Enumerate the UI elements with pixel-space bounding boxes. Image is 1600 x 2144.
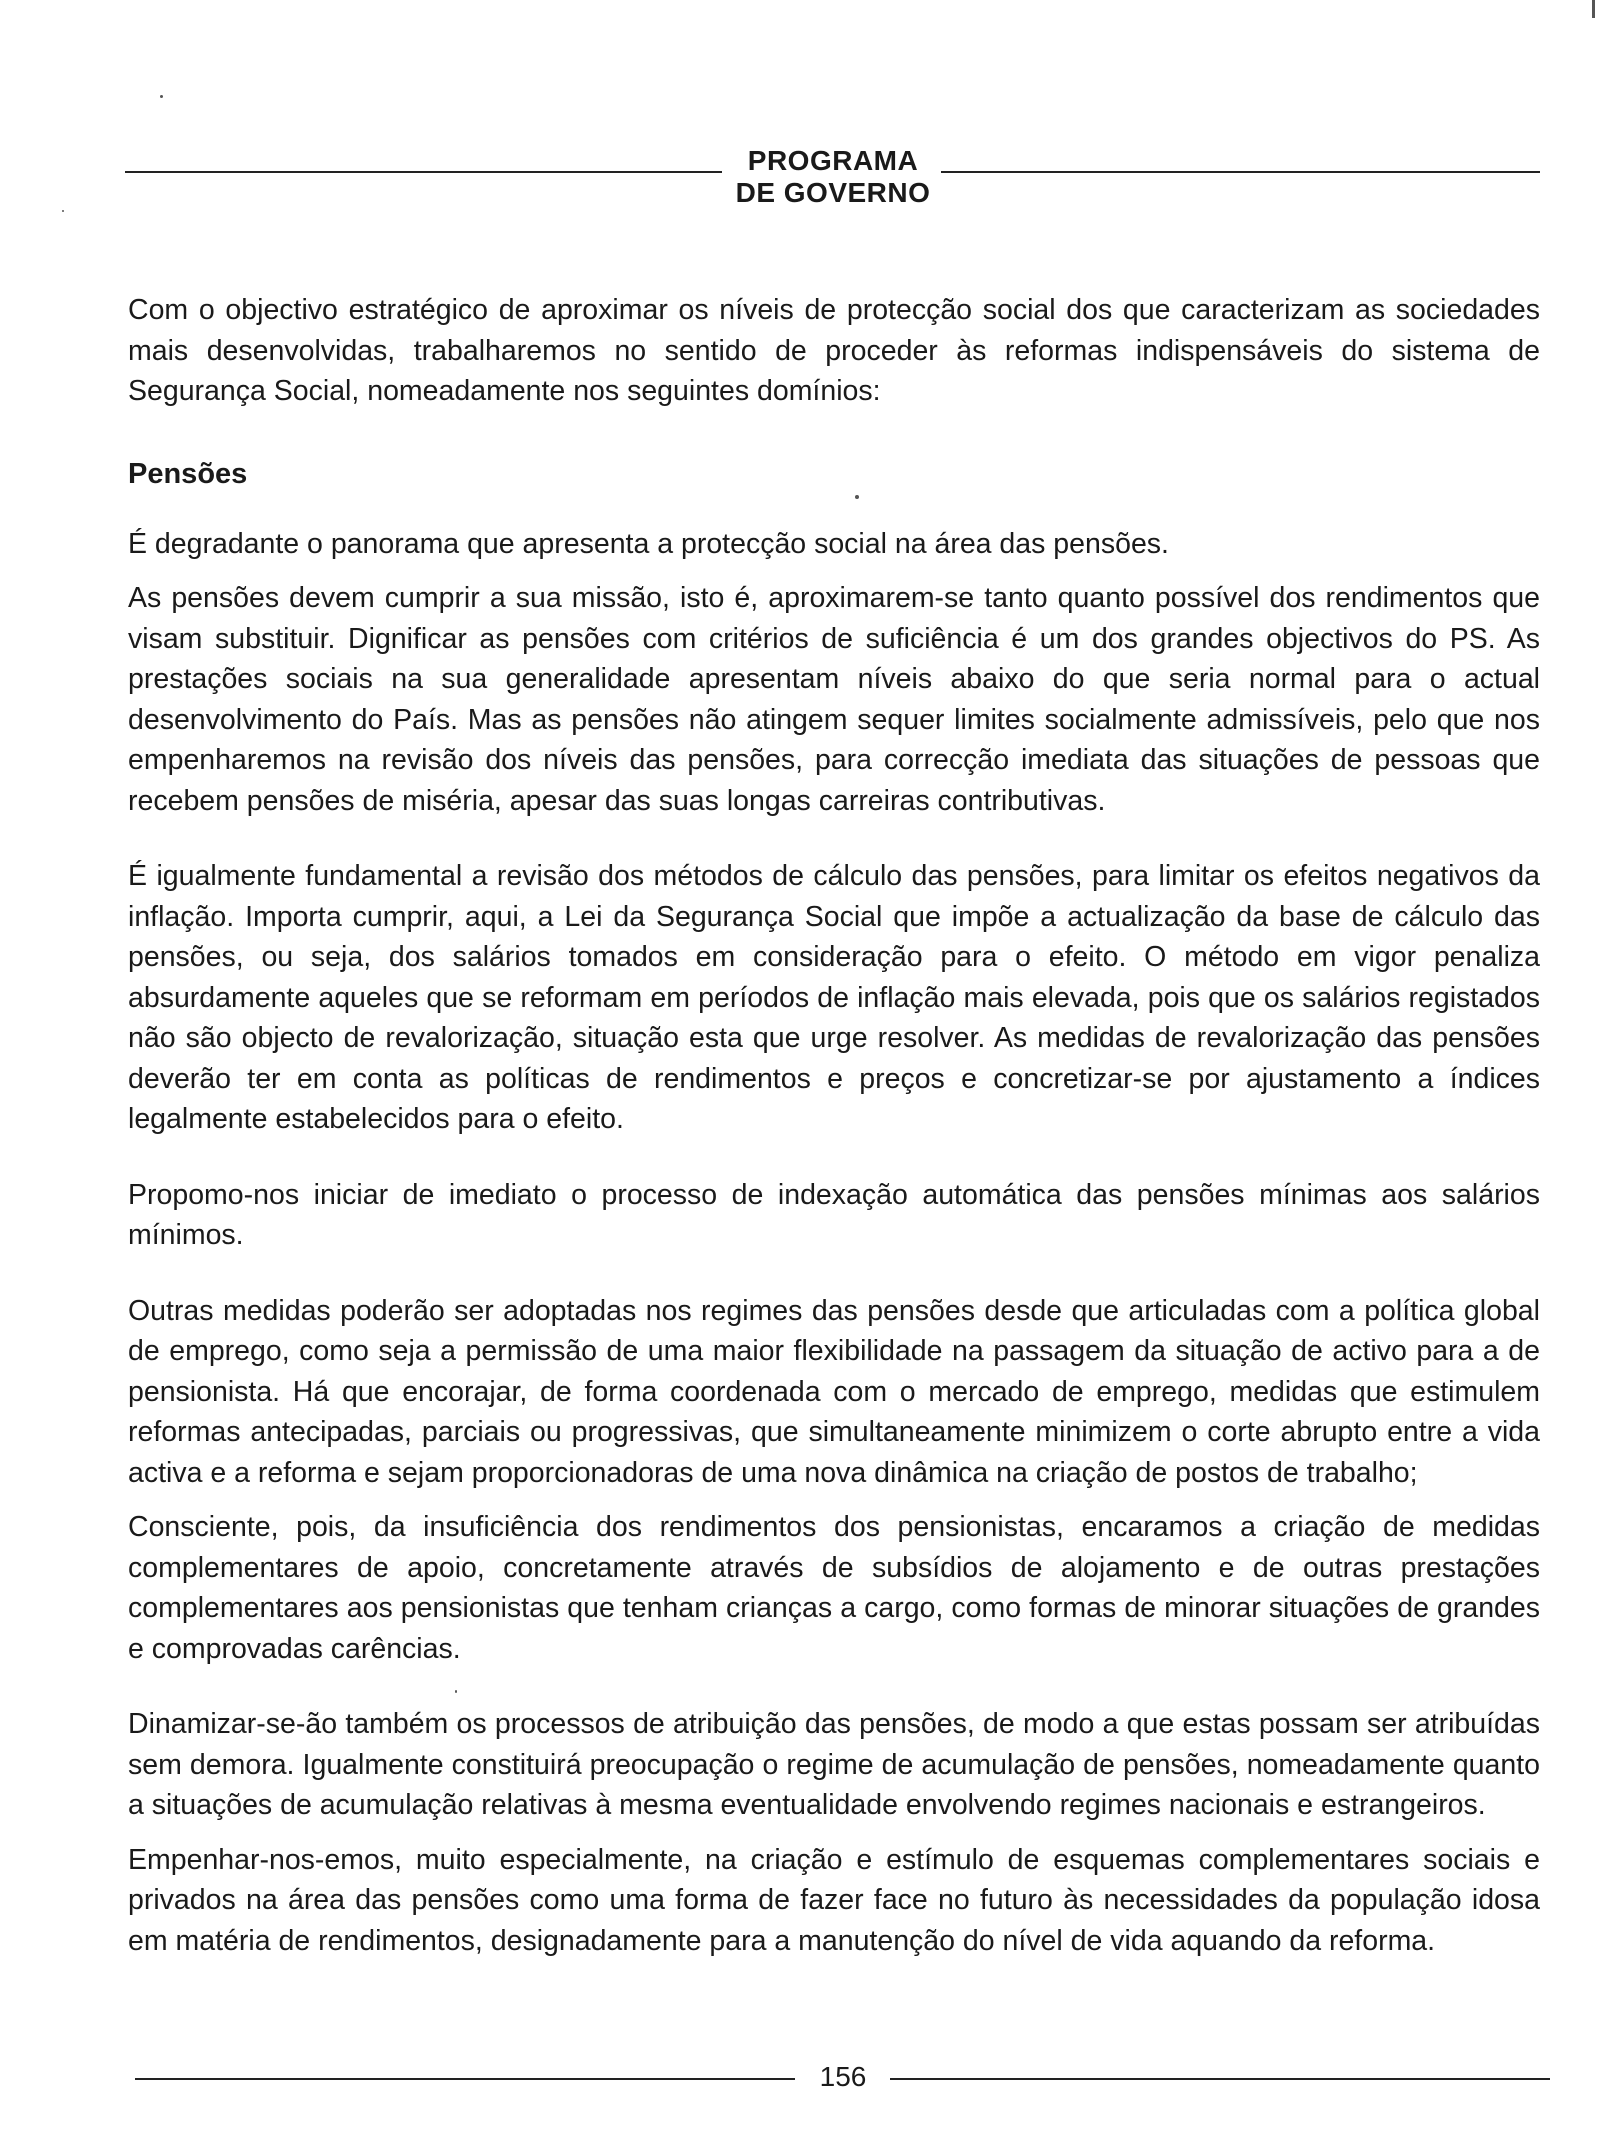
scan-speck — [1592, 0, 1595, 18]
paragraph-5: Outras medidas poderão ser adoptadas nos regimes das pensões desde que articuladas com a política global de emprego, como seja a permissão de uma maior flexibilidade na passagem da situação de activo para a de pensionista. Há que encorajar, de forma coordenada com o mercado de emprego, medidas que estimulem reformas antecipadas, parciais ou progressivas, que simultaneamente minimizem o corte abrupto entre a vida activa e a reforma e sejam proporcionadoras de uma nova dinâmica na criação de postos de trabalho; — [128, 1294, 1540, 1489]
header-rule-right — [941, 171, 1540, 173]
paragraph-1: É degradante o panorama que apresenta a protecção social na área das pensões. — [128, 527, 1169, 560]
page-header — [125, 145, 1540, 215]
paragraph-8: Empenhar-nos-emos, muito especialmente, na criação e estímulo de esquemas complementares sociais e privados na área das pensões como uma forma de fazer face no futuro às necessidades da população idosa em matéria de rendimentos, designadamente para a manutenção do nível de vida aquando da reforma. — [128, 1843, 1540, 1957]
footer-rule-left — [135, 2078, 795, 2080]
paragraph-2: As pensões devem cumprir a sua missão, isto é, aproximarem-se tanto quanto possível dos rendimentos que visam substituir. Dignificar as pensões com critérios de suficiência é um dos grandes objectivos do PS. As prestações sociais na sua generalidade apresentam níveis abaixo do que seria normal para o actual desenvolvimento do País. Mas as pensões não atingem sequer limites socialmente admissíveis, pelo que nos empenharemos na revisão dos níveis das pensões, para correcção imediata das situações de pessoas que recebem pensões de miséria, apesar das suas longas carreiras contributivas. — [128, 582, 1540, 817]
paragraph-3: É igualmente fundamental a revisão dos métodos de cálculo das pensões, para limitar os efeitos negativos da inflação. Importa cumprir, aqui, a Lei da Segurança Social que impõe a actualização da base de cálculo das pensões, ou seja, dos salários tomados em consideração para o efeito. O método em vigor penaliza absurdamente aqueles que se reformam em períodos de inflação mais elevada, pois que os salários registados não são objecto de revalorização, situação esta que urge resolver. As medidas de revalorização das pensões deverão ter em conta as políticas de rendimentos e preços e concretizar-se por ajustamento a índices legalmente estabelecidos para o efeito. — [128, 860, 1540, 1135]
paragraph-7: Dinamizar-se-ão também os processos de atribuição das pensões, de modo a que estas possam ser atribuídas sem demora. Igualmente constituirá preocupação o regime de acumulação de pensões, nomeadamente quanto a situações de acumulação relativas à mesma eventualidade envolvendo regimes nacionais e estrangeiros. — [128, 1708, 1540, 1821]
intro-paragraph: Com o objectivo estratégico de aproximar os níveis de protecção social dos que caracterizam as sociedades mais desenvolvidas, trabalharemos no sentido de proceder às reformas indispensáveis do sistema de Segurança Social, nomeadamente nos seguintes domínios: — [128, 294, 1540, 407]
page-footer — [135, 2058, 1550, 2098]
document-body — [128, 290, 1540, 1961]
scan-speck — [855, 495, 859, 499]
header-title — [733, 145, 933, 209]
scan-speck — [62, 210, 64, 212]
footer-rule-right — [890, 2078, 1550, 2080]
page-number: 156 — [819, 2061, 867, 2092]
paragraph-4: Propomo-nos iniciar de imediato o processo de indexação automática das pensões mínimas aos salários mínimos. — [128, 1178, 1540, 1251]
header-title-line1: PROGRAMA — [747, 145, 919, 176]
paragraph-6: Consciente, pois, da insuficiência dos rendimentos dos pensionistas, encaramos a criação de medidas complementares de apoio, concretamente através de subsídios de alojamento e de outras prestações complementares aos pensionistas que tenham crianças a cargo, como formas de minorar situações de grandes e comprovadas carências. — [128, 1511, 1540, 1665]
section-heading: Pensões — [128, 457, 248, 490]
scan-speck — [455, 1690, 457, 1693]
header-title-line2: DE GOVERNO — [735, 177, 931, 208]
header-rule-left — [125, 171, 722, 173]
scan-speck — [160, 95, 163, 98]
